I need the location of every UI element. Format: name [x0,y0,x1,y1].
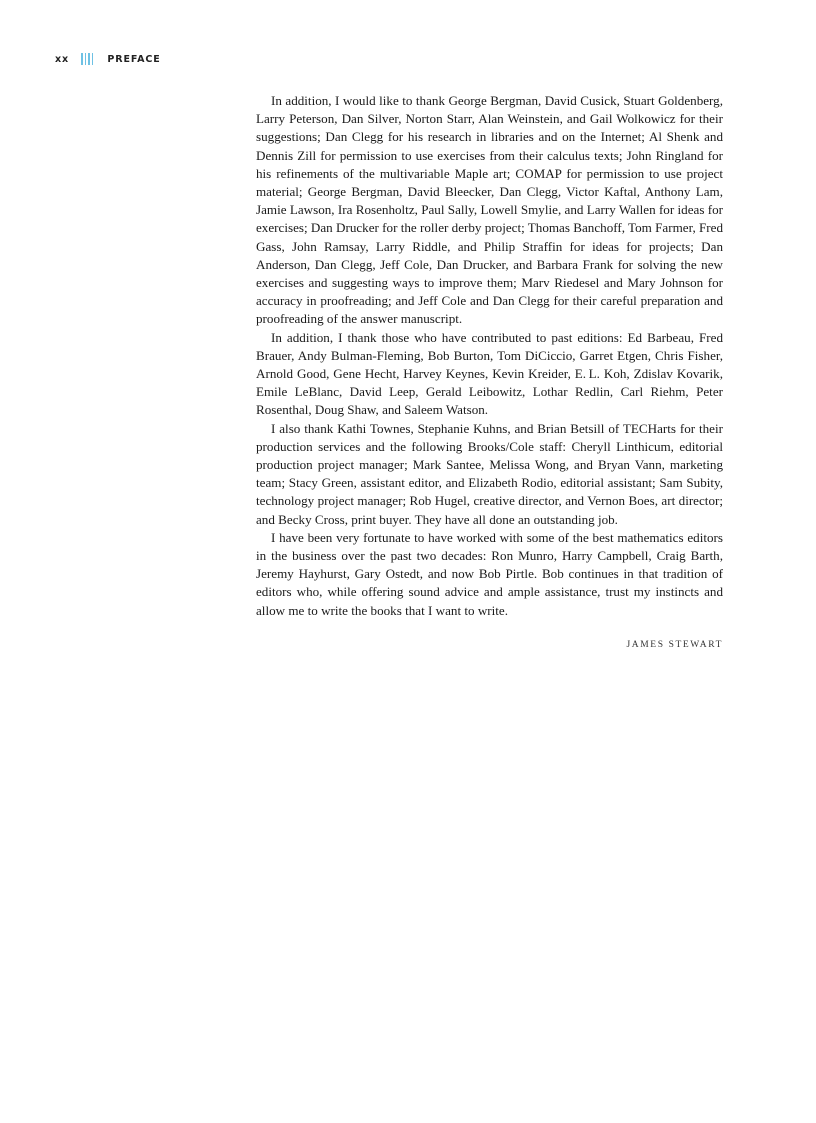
ornament-bar [81,53,83,65]
ornament-bar [88,53,90,65]
ornament-bar [92,53,94,65]
paragraph-thanks-reviewers: In addition, I would like to thank George Bergman, David Cusick, Stuart Goldenberg, Larry Peterson, Dan Silver, Norton Starr, Alan Weinstein, and Gail Wolkowicz for their suggestions; Dan Clegg for his research in libraries and on the Internet; Al Shenk and Dennis Zill for permission to use exercises from their calculus texts; John Ringland for his refinements of the multivariable Maple art; COMAP for permission to use project material; George Bergman, David Bleecker, Dan Clegg, Victor Kaftal, Anthony Lam, Jamie Lawson, Ira Rosenholtz, Paul Sally, Lowell Smylie, and Larry Wallen for ideas for exercises; Dan Drucker for the roller derby project; Thomas Banchoff, Tom Farmer, Fred Gass, John Ramsay, Larry Riddle, and Philip Straffin for ideas for projects; Dan Anderson, Dan Clegg, Jeff Cole, Dan Drucker, and Barbara Frank for solving the new exercises and suggesting ways to improve them; Marv Riedesel and Mary Johnson for accuracy in proofreading; and Jeff Cole and Dan Clegg for their careful preparation and proofreading of the answer manuscript. [256,93,723,327]
paragraph-production-staff: I also thank Kathi Townes, Stephanie Kuhns, and Brian Betsill of TECHarts for their production services and the following Brooks/Cole staff: Cheryll Linthicum, editorial production project manager; Mark Santee, Melissa Wong, and Bryan Vann, marketing team; Stacy Green, assistant editor, and Elizabeth Rodio, editorial assistant; Sam Subity, technology project manager; Rob Hugel, creative director, and Vernon Boes, art director; and Becky Cross, print buyer. They have all done an outstanding job. [256,420,723,527]
author-signature: JAMES STEWART [626,640,723,650]
section-bars-ornament [81,53,93,65]
page-number: xx [55,53,70,65]
section-title: PREFACE [107,53,161,65]
paragraph-past-editions: In addition, I thank those who have contributed to past editions: Ed Barbeau, Fred Brauer, Andy Bulman-Fleming, Bob Burton, Tom DiCiccio, Garret Etgen, Chris Fisher, Arnold Good, Gene Hecht, Harvey Keynes, Kevin Kreider, E. L. Koh, Zdislav Kovarik, Emile LeBlanc, David Leep, Gerald Leibowitz, Lothar Redlin, Carl Riehm, Peter Rosenthal, Doug Shaw, and Saleem Watson. [256,329,723,418]
ornament-bar [85,53,87,65]
paragraph-editors: I have been very fortunate to have worked with some of the best mathematics editors in the business over the past two decades: Ron Munro, Harry Campbell, Craig Barth, Jeremy Hayhurst, Gary Ostedt, and now Bob Pirtle. Bob continues in that tradition of editors who, while offering sound advice and ample assistance, trust my instincts and allow me to write the books that I want to write. [256,529,723,618]
preface-body [256,92,723,620]
running-head [55,52,161,66]
